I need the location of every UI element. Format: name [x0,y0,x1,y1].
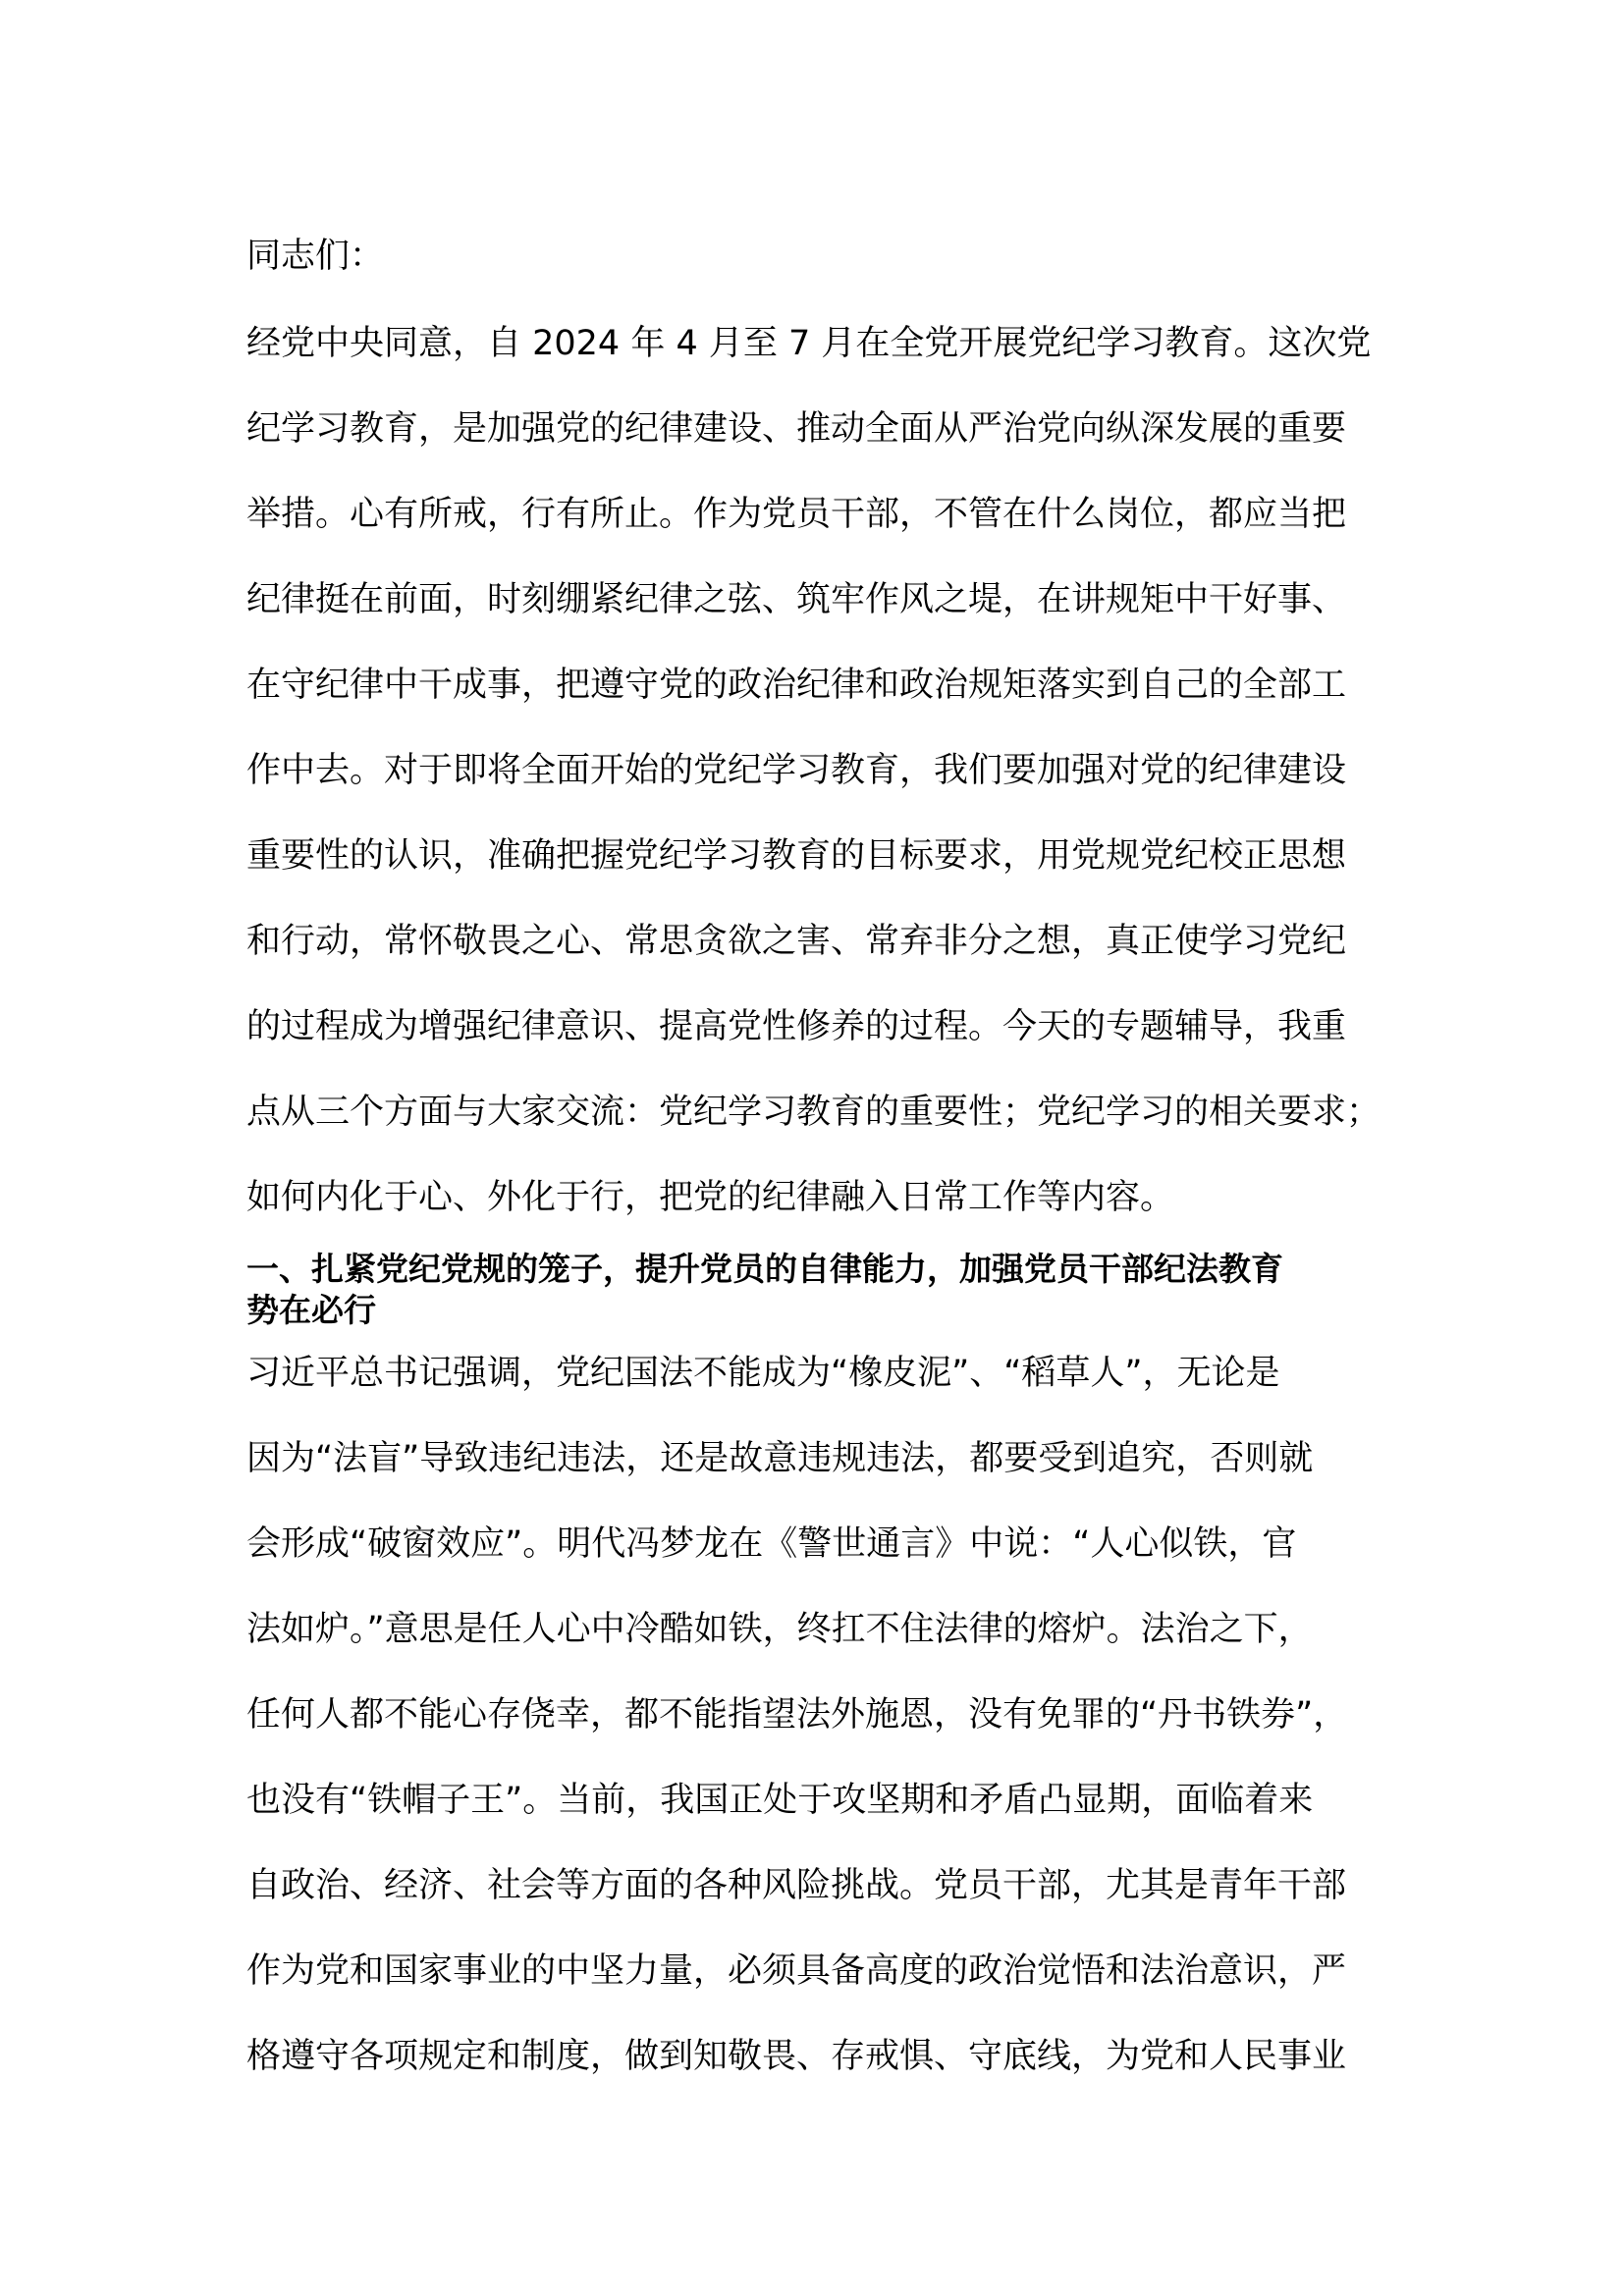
intro-line: 纪律挺在前面，时刻绷紧纪律之弦、筑牢作风之堤，在讲规矩中干好事、 [246,580,1347,619]
section-heading: 一、扎紧党纪党规的笼子，提升党员的自律能力，加强党员干部纪法教育 [246,1250,1283,1288]
intro-line: 在守纪律中干成事，把遵守党的政治纪律和政治规矩落实到自己的全部工 [246,666,1347,705]
section-line: 任何人都不能心存侥幸，都不能指望法外施恩，没有免罪的“丹书铁券”， [246,1695,1348,1735]
section-line: 自政治、经济、社会等方面的各种风险挑战。党员干部，尤其是青年干部 [246,1866,1347,1905]
section-line: 因为“法盲”导致违纪违法，还是故意违规违法，都要受到追究，否则就 [246,1439,1314,1478]
section-line: 作为党和国家事业的中坚力量，必须具备高度的政治觉悟和法治意识，严 [246,1951,1347,1991]
intro-line: 和行动，常怀敬畏之心、常思贪欲之害、常弃非分之想，真正使学习党纪 [246,922,1347,961]
section-line: 会形成“破窗效应”。明代冯梦龙在《警世通言》中说：“人心似铁，官 [246,1524,1297,1564]
section-heading: 势在必行 [246,1291,376,1329]
section-line: 习近平总书记强调，党纪国法不能成为“橡皮泥”、“稻草人”，无论是 [246,1354,1280,1393]
intro-line: 举措。心有所戒，行有所止。作为党员干部，不管在什么岗位，都应当把 [246,495,1347,534]
intro-line: 纪学习教育，是加强党的纪律建设、推动全面从严治党向纵深发展的重要 [246,409,1347,449]
section-line: 法如炉。”意思是任人心中冷酷如铁，终扛不住法律的熔炉。法治之下， [246,1610,1313,1649]
section-line: 也没有“铁帽子王”。当前，我国正处于攻坚期和矛盾凸显期，面临着来 [246,1781,1314,1820]
intro-line: 如何内化于心、外化于行，把党的纪律融入日常工作等内容。 [246,1178,1175,1217]
intro-line: 作中去。对于即将全面开始的党纪学习教育，我们要加强对党的纪律建设 [246,751,1347,790]
intro-line: 点从三个方面与大家交流：党纪学习教育的重要性；党纪学习的相关要求； [246,1093,1381,1132]
intro-line: 重要性的认识，准确把握党纪学习教育的目标要求，用党规党纪校正思想 [246,836,1347,876]
salutation: 同志们： [246,237,385,276]
section-line: 格遵守各项规定和制度，做到知敬畏、存戒惧、守底线，为党和人民事业 [246,2037,1347,2076]
intro-line: 的过程成为增强纪律意识、提高党性修养的过程。今天的专题辅导，我重 [246,1007,1347,1046]
intro-line: 经党中央同意，自 2024 年 4 月至 7 月在全党开展党纪学习教育。这次党 [246,324,1372,363]
